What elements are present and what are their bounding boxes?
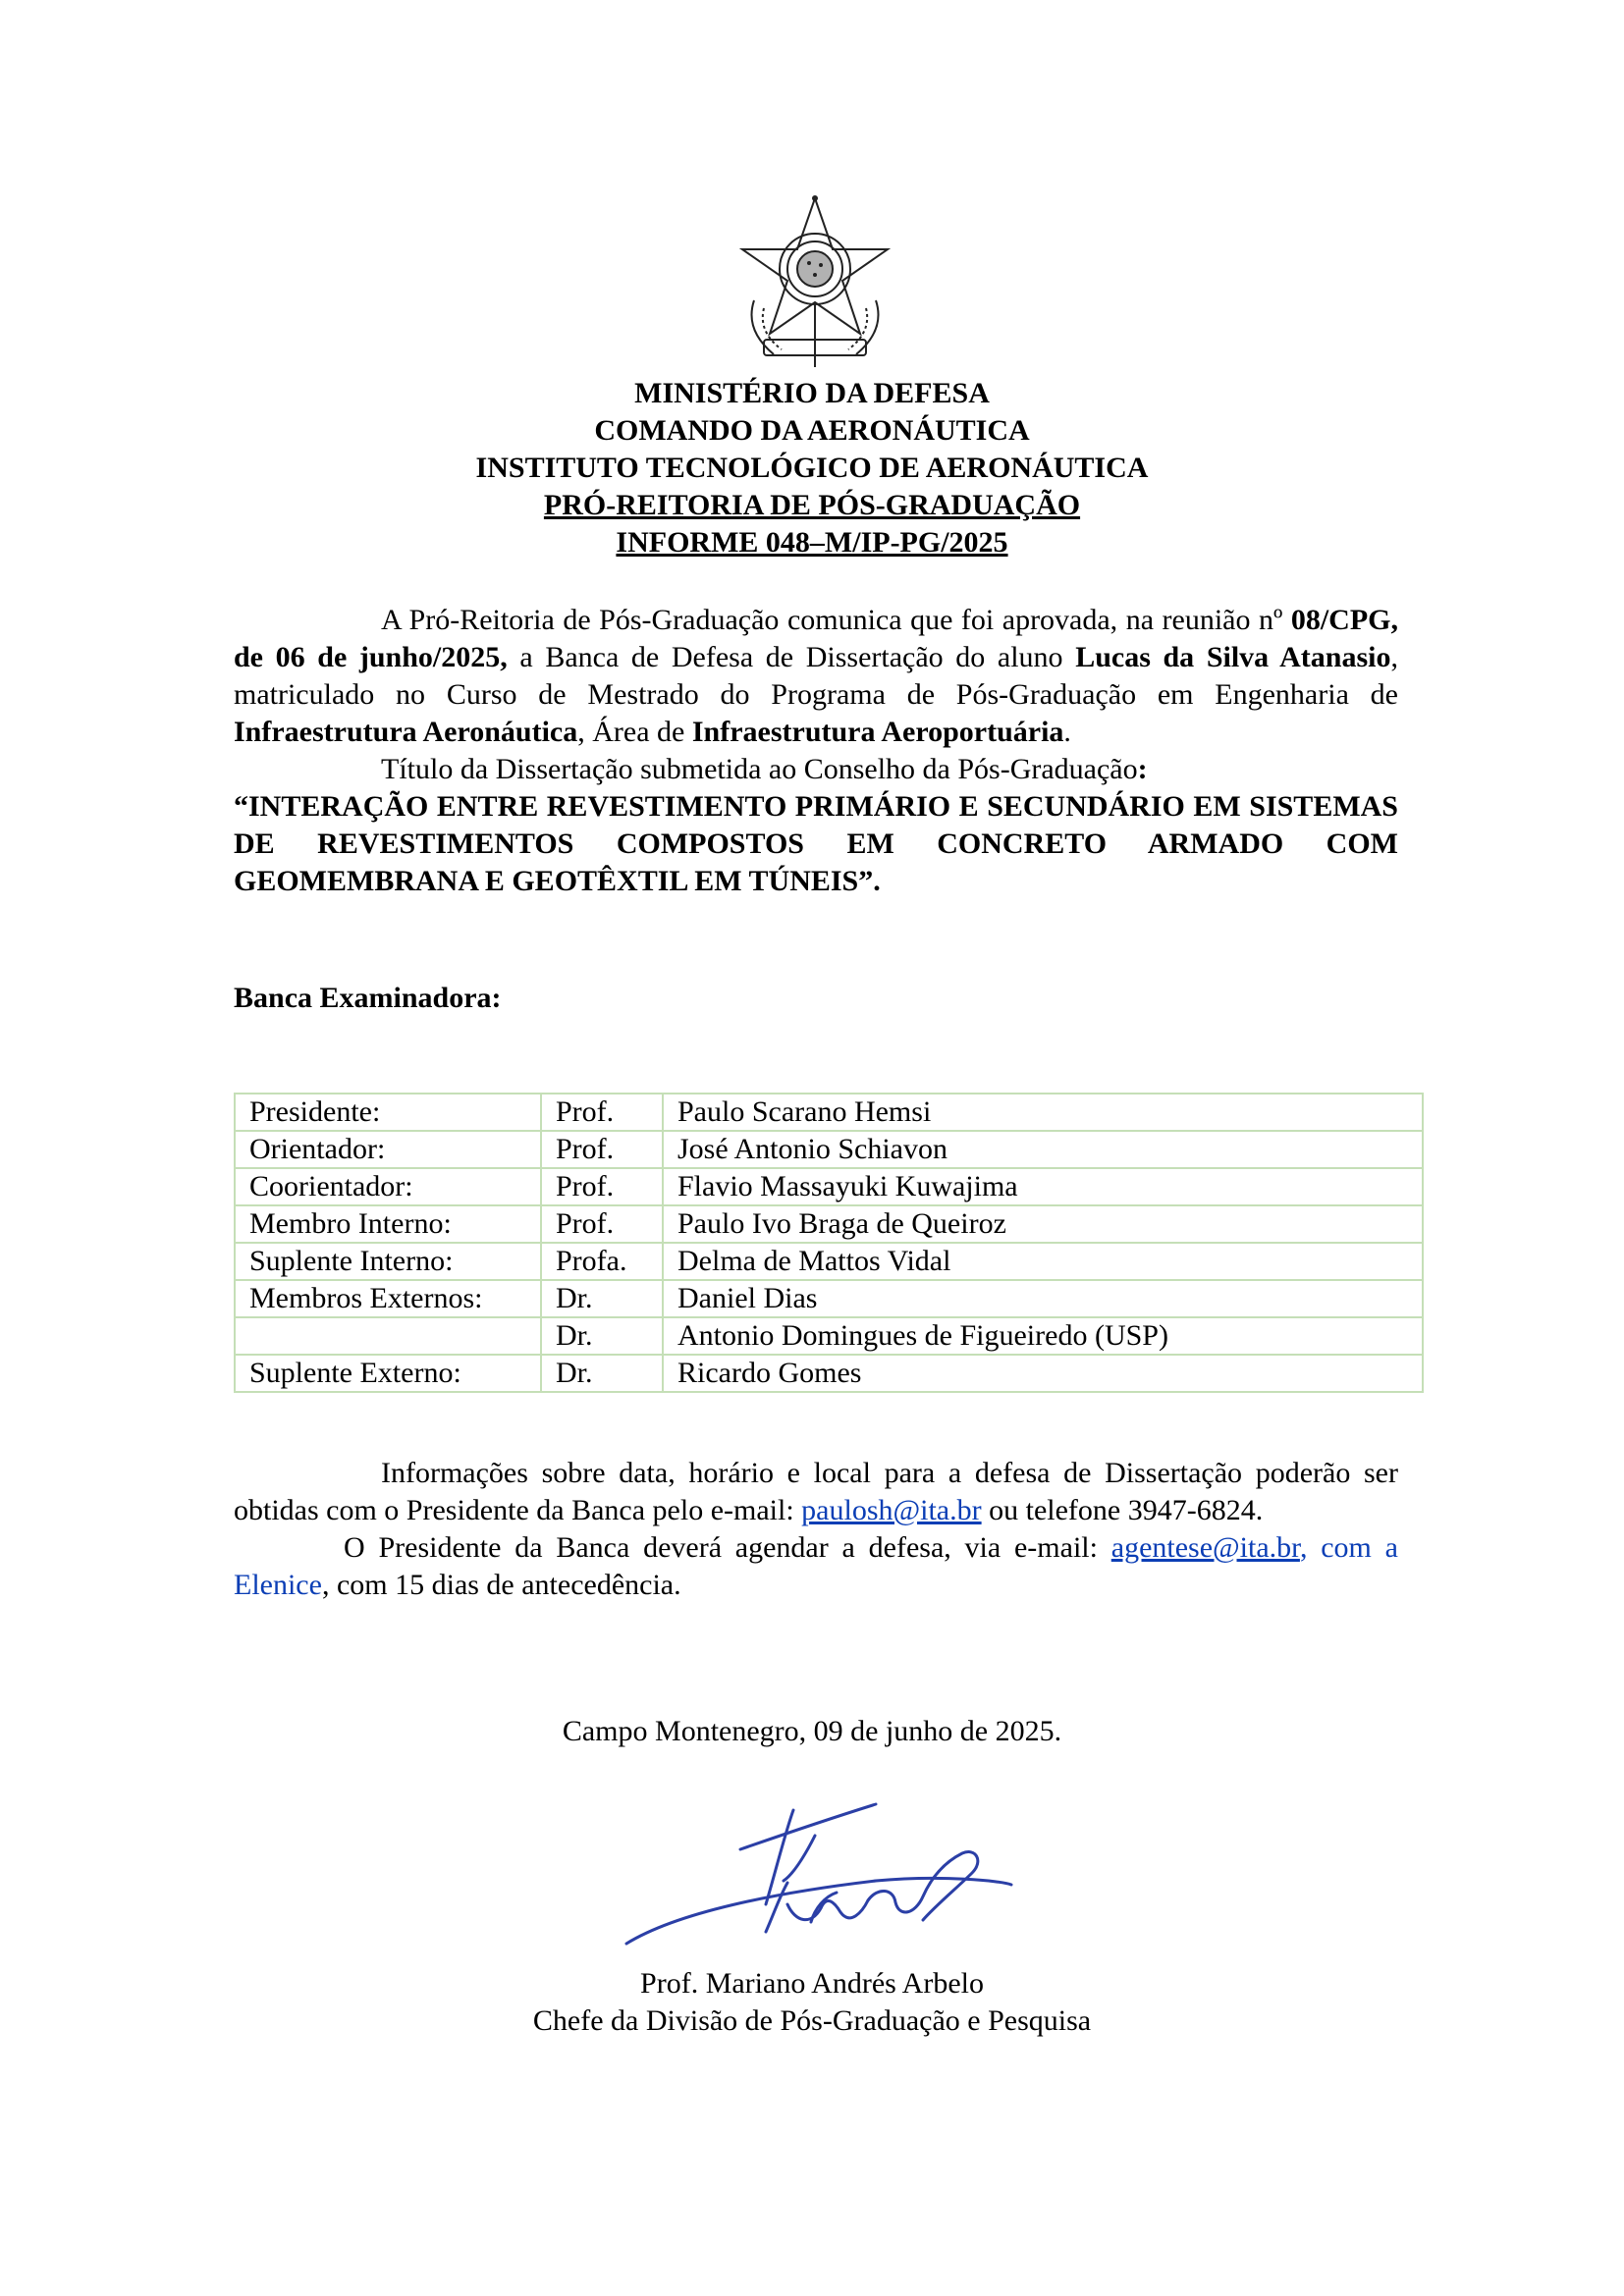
header-pro-rectory: PRÓ-REITORIA DE PÓS-GRADUAÇÃO [543,489,1081,521]
document-header [0,375,1624,561]
committee-role: Membros Externos: [235,1280,541,1317]
committee-member-name: José Antonio Schiavon [663,1131,1423,1168]
committee-title: Prof. [541,1168,663,1205]
committee-role: Presidente: [235,1094,541,1131]
coat-of-arms-emblem [734,192,895,369]
program-name: Infraestrutura Aeronáutica [234,716,578,748]
committee-row [235,1317,1423,1355]
committee-title: Profa. [541,1243,663,1280]
committee-row [235,1094,1423,1131]
committee-role: Coorientador: [235,1168,541,1205]
committee-role: Orientador: [235,1131,541,1168]
committee-title: Dr. [541,1355,663,1392]
committee-role [235,1317,541,1355]
header-informe-number: INFORME 048–M/IP-PG/2025 [616,526,1008,559]
student-name: Lucas da Silva Atanasio [1075,641,1391,673]
signer-block [0,1965,1624,2040]
header-ministry: MINISTÉRIO DA DEFESA [634,377,990,409]
committee-member-name: Flavio Massayuki Kuwajima [663,1168,1423,1205]
committee-row [235,1168,1423,1205]
committee-title: Prof. [541,1094,663,1131]
committee-row [235,1243,1423,1280]
area-name: Infraestrutura Aeroportuária [691,716,1064,748]
announcement-body [234,602,1398,900]
handwritten-signature [619,1787,1031,1958]
elenice-contact: com a Elenice [234,1531,1398,1601]
committee-member-name: Delma de Mattos Vidal [663,1243,1423,1280]
committee-table [234,1093,1424,1393]
header-institute: INSTITUTO TECNOLÓGICO DE AERONÁUTICA [475,452,1149,484]
committee-title: Dr. [541,1317,663,1355]
committee-title: Prof. [541,1205,663,1243]
committee-member-name: Paulo Ivo Braga de Queiroz [663,1205,1423,1243]
place-date: Campo Montenegro, 09 de junho de 2025. [562,1715,1062,1747]
signer-position: Chefe da Divisão de Pós-Graduação e Pesquisa [532,2004,1092,2037]
committee-heading: Banca Examinadora: [234,982,502,1014]
scheduling-paragraph: O Presidente da Banca deverá agendar a defesa, via e-mail: agentese@ita.br, com a Elenice, com 15 dias de antecedência. [234,1531,1398,1601]
committee-member-name: Paulo Scarano Hemsi [663,1094,1423,1131]
committee-title: Dr. [541,1280,663,1317]
committee-member-name: Daniel Dias [663,1280,1423,1317]
thesis-title: “INTERAÇÃO ENTRE REVESTIMENTO PRIMÁRIO E SECUNDÁRIO EM SISTEMAS DE REVESTIMENTOS COMPOSTOS EM CONCRETO ARMADO COM GEOMEMBRANA E GEOTÊXTIL EM TÚNEIS”. [234,790,1398,897]
info-section [234,1455,1398,1604]
committee-title: Prof. [541,1131,663,1168]
committee-row [235,1205,1423,1243]
committee-member-name: Antonio Domingues de Figueiredo (USP) [663,1317,1423,1355]
signer-name: Prof. Mariano Andrés Arbelo [640,1967,984,2000]
committee-role: Suplente Externo: [235,1355,541,1392]
committee-member-name: Ricardo Gomes [663,1355,1423,1392]
committee-row [235,1280,1423,1317]
header-command: COMANDO DA AERONÁUTICA [594,414,1030,447]
committee-role: Suplente Interno: [235,1243,541,1280]
committee-role: Membro Interno: [235,1205,541,1243]
president-email-link[interactable]: paulosh@ita.br [801,1494,982,1526]
committee-row [235,1355,1423,1392]
thesis-title-label: Título da Dissertação submetida ao Conselho da Pós-Graduação: [381,753,1148,785]
committee-row [235,1131,1423,1168]
intro-paragraph: A Pró-Reitoria de Pós-Graduação comunica que foi aprovada, na reunião nº 08/CPG, de 06 de junho/2025, a Banca de Defesa de Dissertação do aluno Lucas da Silva Atanasio, matriculado no Curso de Mestrado do Programa de Pós-Graduação em Engenharia de Infraestrutura Aeronáutica, Área de Infraestrutura Aeroportuária. [234,604,1398,748]
info-paragraph: Informações sobre data, horário e local para a defesa de Dissertação poderão ser obtidas com o Presidente da Banca pelo e-mail: paulosh@ita.br ou telefone 3947-6824. [234,1457,1398,1526]
scheduling-email-link[interactable]: agentese@ita.br [1110,1531,1300,1564]
